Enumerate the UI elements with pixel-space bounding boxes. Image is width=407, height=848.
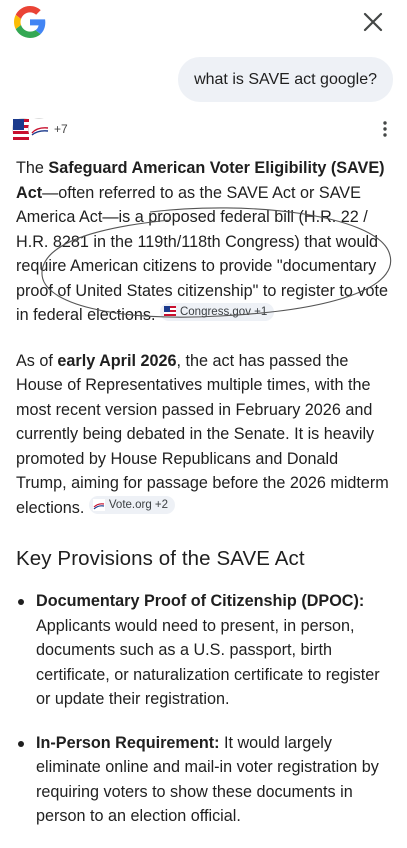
us-flag-icon — [164, 306, 176, 318]
ai-answer — [16, 156, 391, 848]
sources-stack[interactable] — [12, 118, 68, 140]
vote-org-logo-icon — [93, 499, 105, 511]
text: —often referred to as the SAVE Act or SAVE America Act—is a proposed federal bill (H.R. 22 / H.R. 8281 in the 119th/118th Congress) that would require American citizens to provide "documentary proof of United States citizenship" to register to vote in federal elections. — [16, 183, 388, 324]
close-icon[interactable] — [361, 10, 385, 34]
text: , the act has passed the House of Representatives multiple times, with the most recent version passed in February 2026 and currently being debated in the Senate. It is heavily promoted by House Republicans and Donald Trump, aiming for passage before the 2026 midterm elections. — [16, 351, 389, 517]
provisions-list — [16, 589, 391, 829]
bold-date: early April 2026 — [57, 351, 177, 370]
chip-label: Vote.org +2 — [108, 498, 169, 511]
list-item — [16, 589, 391, 712]
list-item — [16, 731, 391, 829]
chip-label: Congress.gov +1 — [179, 306, 268, 318]
source-chip-vote-org[interactable] — [89, 496, 175, 514]
more-vert-icon[interactable] — [381, 120, 389, 138]
vote-org-logo-icon — [28, 118, 50, 140]
provision-text: It would largely eliminate online and mail-in voter registration by requiring voters to show these documents in person to an election official. — [36, 733, 379, 825]
user-query-bubble: what is SAVE act google? — [178, 57, 393, 102]
provision-text: Applicants would need to present, in person, documents such as a U.S. passport, birth certificate, or naturalization certificate to register or update their registration. — [36, 616, 380, 708]
bullet — [18, 741, 24, 747]
section-heading: Key Provisions of the SAVE Act — [16, 547, 305, 570]
bullet — [18, 599, 24, 605]
provision-title: Documentary Proof of Citizenship (DPOC): — [36, 592, 365, 610]
paragraph-status — [16, 349, 391, 521]
sources-count: +7 — [54, 122, 68, 136]
top-bar — [0, 0, 407, 50]
text: The — [16, 159, 49, 177]
source-chip-congress[interactable] — [160, 303, 274, 321]
bold-act-name: Safeguard American Voter Eligibility (SAVE) Act — [16, 159, 385, 202]
google-logo-icon[interactable] — [14, 6, 46, 38]
paragraph-definition — [16, 156, 391, 328]
provision-title: In-Person Requirement: — [36, 733, 220, 752]
text: As of — [16, 351, 58, 370]
